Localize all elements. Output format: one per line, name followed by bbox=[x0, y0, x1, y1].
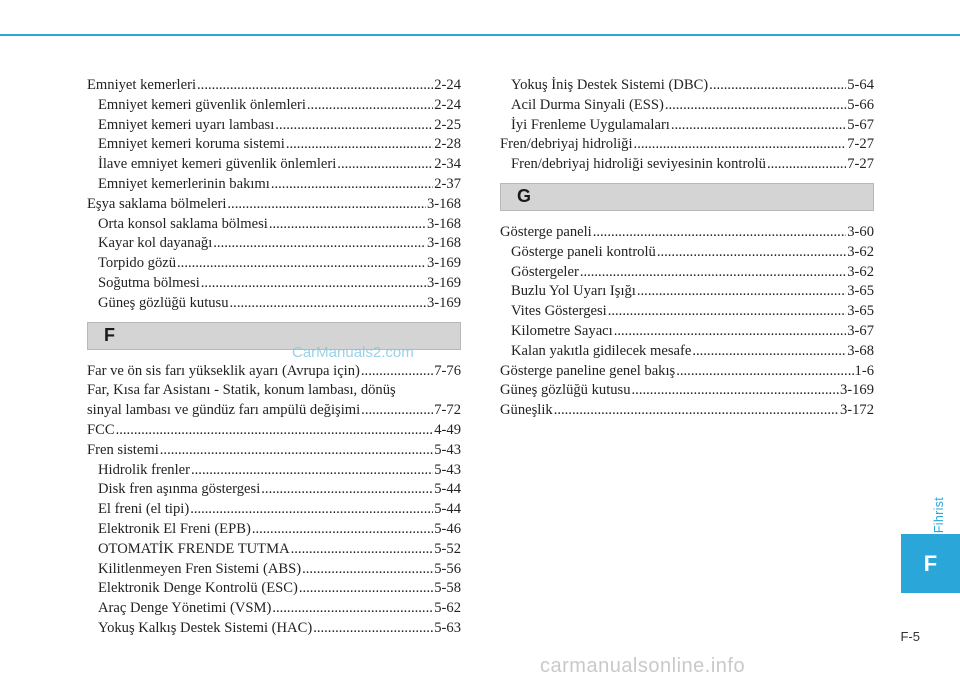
entry-label: Emniyet kemerleri bbox=[87, 77, 197, 93]
entry-page: 3-169 bbox=[426, 255, 461, 272]
right-column bbox=[500, 76, 874, 421]
entry-page: 5-64 bbox=[847, 77, 874, 93]
entry-label: Yokuş İniş Destek Sistemi (DBC) bbox=[511, 77, 709, 93]
entry-page: 5-56 bbox=[434, 560, 461, 577]
entry-label: İlave emniyet kemeri güvenlik önlemleri bbox=[98, 156, 337, 173]
entry-label: sinyal lambası ve gündüz farı ampülü değişimi bbox=[87, 402, 361, 419]
leader-dots bbox=[657, 243, 846, 263]
right-entries-top bbox=[500, 76, 874, 175]
entry-label: Fren/debriyaj hidroliği bbox=[500, 136, 633, 153]
entry-page: 7-27 bbox=[847, 156, 874, 173]
index-entry[interactable] bbox=[500, 401, 874, 421]
entry-page: 2-24 bbox=[434, 77, 461, 93]
entry-label: Kayar kol dayanağı bbox=[98, 235, 213, 252]
index-entry[interactable] bbox=[500, 76, 874, 96]
index-entry[interactable] bbox=[87, 500, 461, 520]
index-entry[interactable] bbox=[87, 421, 461, 441]
leader-dots bbox=[271, 175, 433, 195]
index-entry-far-kisa-line1[interactable]: Far, Kısa far Asistanı - Statik, konum lambası, dönüş bbox=[87, 382, 396, 399]
side-tab-letter[interactable]: F bbox=[901, 534, 960, 593]
entry-page: 2-34 bbox=[434, 156, 461, 173]
index-entry[interactable] bbox=[87, 135, 461, 155]
leader-dots bbox=[191, 461, 433, 481]
index-entry[interactable] bbox=[500, 362, 874, 382]
index-entry[interactable] bbox=[87, 461, 461, 481]
entry-page: 5-43 bbox=[434, 441, 461, 458]
index-entry[interactable] bbox=[87, 274, 461, 294]
index-entry[interactable] bbox=[87, 76, 461, 96]
index-entry[interactable] bbox=[87, 175, 461, 195]
leader-dots bbox=[299, 579, 433, 599]
index-entry[interactable] bbox=[87, 234, 461, 254]
entry-page: 3-65 bbox=[847, 303, 874, 320]
entry-page: 5-43 bbox=[434, 461, 461, 478]
entry-label: Güneş gözlüğü kutusu bbox=[500, 382, 631, 399]
entry-label: Kilitlenmeyen Fren Sistemi (ABS) bbox=[98, 560, 302, 577]
index-entry[interactable] bbox=[87, 599, 461, 619]
index-entry-far[interactable] bbox=[87, 362, 461, 382]
leader-dots bbox=[197, 76, 433, 96]
entry-label: Kilometre Sayacı bbox=[511, 322, 613, 339]
entry-page: 5-63 bbox=[434, 619, 461, 636]
entry-page: 5-44 bbox=[434, 501, 461, 518]
leader-dots bbox=[227, 195, 426, 215]
entry-label: Buzlu Yol Uyarı Işığı bbox=[511, 283, 636, 300]
entry-label: Gösterge paneli bbox=[500, 223, 592, 240]
entry-page: 3-68 bbox=[847, 342, 874, 359]
leader-dots bbox=[201, 274, 426, 294]
entry-page: 3-168 bbox=[426, 215, 461, 232]
entry-label: Gösterge paneline genel bakış bbox=[500, 362, 676, 379]
index-entry[interactable] bbox=[500, 116, 874, 136]
index-entry[interactable] bbox=[87, 540, 461, 560]
entry-label: OTOMATİK FRENDE TUTMA bbox=[98, 540, 290, 557]
leader-dots bbox=[291, 540, 434, 560]
entry-label: Emniyet kemeri koruma sistemi bbox=[98, 136, 285, 153]
leader-dots bbox=[272, 599, 433, 619]
entry-page: 7-27 bbox=[847, 136, 874, 153]
entry-page: 5-66 bbox=[847, 96, 874, 113]
leader-dots bbox=[177, 254, 426, 274]
entry-label: Disk fren aşınma göstergesi bbox=[98, 481, 261, 498]
index-entry[interactable] bbox=[87, 520, 461, 540]
entry-page: 7-76 bbox=[434, 362, 461, 379]
entry-page: 5-62 bbox=[434, 600, 461, 617]
entry-label: Kalan yakıtla gidilecek mesafe bbox=[511, 342, 692, 359]
index-entry[interactable] bbox=[500, 263, 874, 283]
entry-page: 5-58 bbox=[434, 580, 461, 597]
entry-page: 3-62 bbox=[847, 243, 874, 260]
leader-dots bbox=[116, 421, 434, 441]
entry-page: 3-172 bbox=[839, 402, 874, 419]
leader-dots bbox=[302, 560, 433, 580]
index-entry[interactable] bbox=[87, 155, 461, 175]
leader-dots bbox=[190, 500, 433, 520]
leader-dots bbox=[665, 96, 846, 116]
leader-dots bbox=[269, 215, 426, 235]
leader-dots bbox=[671, 116, 846, 136]
leader-dots bbox=[637, 282, 846, 302]
entry-page: 5-67 bbox=[847, 116, 874, 133]
entry-label: Güneşlik bbox=[500, 402, 553, 419]
entry-page: 7-72 bbox=[434, 402, 461, 419]
index-entry[interactable] bbox=[87, 579, 461, 599]
index-entry[interactable] bbox=[87, 619, 461, 639]
right-entries-bottom bbox=[500, 223, 874, 421]
left-entries-bottom bbox=[87, 421, 461, 639]
leader-dots bbox=[608, 302, 847, 322]
leader-dots bbox=[709, 76, 846, 96]
leader-dots bbox=[361, 362, 433, 382]
entry-page: 3-168 bbox=[426, 195, 461, 212]
leader-dots bbox=[307, 96, 433, 116]
index-entry[interactable] bbox=[500, 342, 874, 362]
entry-label: El freni (el tipi) bbox=[98, 501, 190, 518]
entry-page: 3-67 bbox=[847, 322, 874, 339]
index-entry[interactable] bbox=[87, 441, 461, 461]
leader-dots bbox=[580, 263, 846, 283]
section-letter-f: F bbox=[104, 325, 115, 346]
index-entry[interactable] bbox=[500, 302, 874, 322]
entry-page: 3-169 bbox=[839, 382, 874, 399]
leader-dots bbox=[286, 135, 433, 155]
entry-label: Güneş gözlüğü kutusu bbox=[98, 294, 229, 311]
entry-label: Torpido gözü bbox=[98, 255, 177, 272]
entry-label: Acil Durma Sinyali (ESS) bbox=[511, 96, 664, 113]
leader-dots bbox=[261, 480, 433, 500]
index-entry[interactable] bbox=[500, 381, 874, 401]
entry-page: 2-28 bbox=[434, 136, 461, 153]
leader-dots bbox=[361, 401, 433, 421]
watermark-carmanuals2: CarManuals2.com bbox=[292, 344, 414, 361]
section-letter-g: G bbox=[517, 186, 532, 207]
entry-label: Emniyet kemeri güvenlik önlemleri bbox=[98, 96, 306, 113]
leader-dots bbox=[632, 381, 839, 401]
index-entry[interactable] bbox=[500, 322, 874, 342]
leader-dots bbox=[634, 135, 847, 155]
entry-label: Elektronik Denge Kontrolü (ESC) bbox=[98, 580, 298, 597]
section-header-g bbox=[500, 183, 874, 211]
top-rule bbox=[0, 34, 960, 36]
entry-label: Emniyet kemeri uyarı lambası bbox=[98, 116, 275, 133]
entry-label: Eşya saklama bölmeleri bbox=[87, 195, 227, 212]
leader-dots bbox=[275, 116, 433, 136]
leader-dots bbox=[554, 401, 839, 421]
index-entry[interactable] bbox=[500, 135, 874, 155]
page-number: F-5 bbox=[900, 629, 920, 644]
leader-dots bbox=[676, 362, 853, 382]
entry-label: Hidrolik frenler bbox=[98, 461, 190, 478]
entry-page: 2-24 bbox=[434, 96, 461, 113]
entry-label: Emniyet kemerlerinin bakımı bbox=[98, 175, 270, 192]
entry-label: Far ve ön sis farı yükseklik ayarı (Avrupa için) bbox=[87, 362, 360, 379]
entry-label: Soğutma bölmesi bbox=[98, 274, 200, 291]
index-entry[interactable] bbox=[500, 155, 874, 175]
side-label-fihrist: Fihrist bbox=[932, 497, 946, 534]
entry-label: Yokuş Kalkış Destek Sistemi (HAC) bbox=[98, 619, 313, 636]
index-entry[interactable] bbox=[87, 116, 461, 136]
index-entry[interactable] bbox=[87, 215, 461, 235]
entry-page: 5-44 bbox=[434, 481, 461, 498]
entry-label: Orta konsol saklama bölmesi bbox=[98, 215, 268, 232]
index-entry[interactable] bbox=[500, 223, 874, 243]
index-entry[interactable] bbox=[500, 282, 874, 302]
left-entries-top bbox=[87, 76, 461, 314]
leader-dots bbox=[230, 294, 426, 314]
entry-label: Göstergeler bbox=[511, 263, 579, 280]
index-entry[interactable] bbox=[87, 254, 461, 274]
watermark-carmanualsonline: carmanualsonline.info bbox=[540, 655, 746, 677]
entry-page: 2-25 bbox=[434, 116, 461, 133]
entry-label: Fren/debriyaj hidroliği seviyesinin kontrolü bbox=[511, 156, 766, 173]
leader-dots bbox=[213, 234, 426, 254]
entry-page: 5-46 bbox=[434, 520, 461, 537]
leader-dots bbox=[767, 155, 846, 175]
entry-label: Elektronik El Freni (EPB) bbox=[98, 520, 251, 537]
entry-label: Vites Göstergesi bbox=[511, 303, 607, 320]
index-entry[interactable] bbox=[87, 480, 461, 500]
entry-label: FCC bbox=[87, 421, 115, 438]
index-entry[interactable] bbox=[87, 96, 461, 116]
entry-page: 3-168 bbox=[426, 235, 461, 252]
entry-page: 3-62 bbox=[847, 263, 874, 280]
entry-page: 4-49 bbox=[434, 421, 461, 438]
entry-page: 5-52 bbox=[434, 540, 461, 557]
entry-page: 3-169 bbox=[426, 274, 461, 291]
leader-dots bbox=[160, 441, 433, 461]
index-entry[interactable] bbox=[500, 243, 874, 263]
leader-dots bbox=[692, 342, 846, 362]
entry-label: İyi Frenleme Uygulamaları bbox=[511, 116, 670, 133]
index-entry[interactable] bbox=[87, 560, 461, 580]
entry-page: 2-37 bbox=[434, 175, 461, 192]
entry-label: Araç Denge Yönetimi (VSM) bbox=[98, 600, 272, 617]
leader-dots bbox=[313, 619, 433, 639]
entry-page: 3-60 bbox=[847, 223, 874, 240]
entry-label: Gösterge paneli kontrolü bbox=[511, 243, 656, 260]
entry-page: 3-169 bbox=[426, 294, 461, 311]
leader-dots bbox=[252, 520, 433, 540]
index-entry[interactable] bbox=[500, 96, 874, 116]
leader-dots bbox=[337, 155, 433, 175]
leader-dots bbox=[614, 322, 847, 342]
index-entry-far-kisa-line2[interactable] bbox=[87, 401, 461, 421]
entry-page: 3-65 bbox=[847, 283, 874, 300]
index-entry[interactable] bbox=[87, 294, 461, 314]
entry-page: 1-6 bbox=[854, 362, 874, 379]
entry-label: Fren sistemi bbox=[87, 441, 159, 458]
index-entry[interactable] bbox=[87, 195, 461, 215]
leader-dots bbox=[593, 223, 847, 243]
